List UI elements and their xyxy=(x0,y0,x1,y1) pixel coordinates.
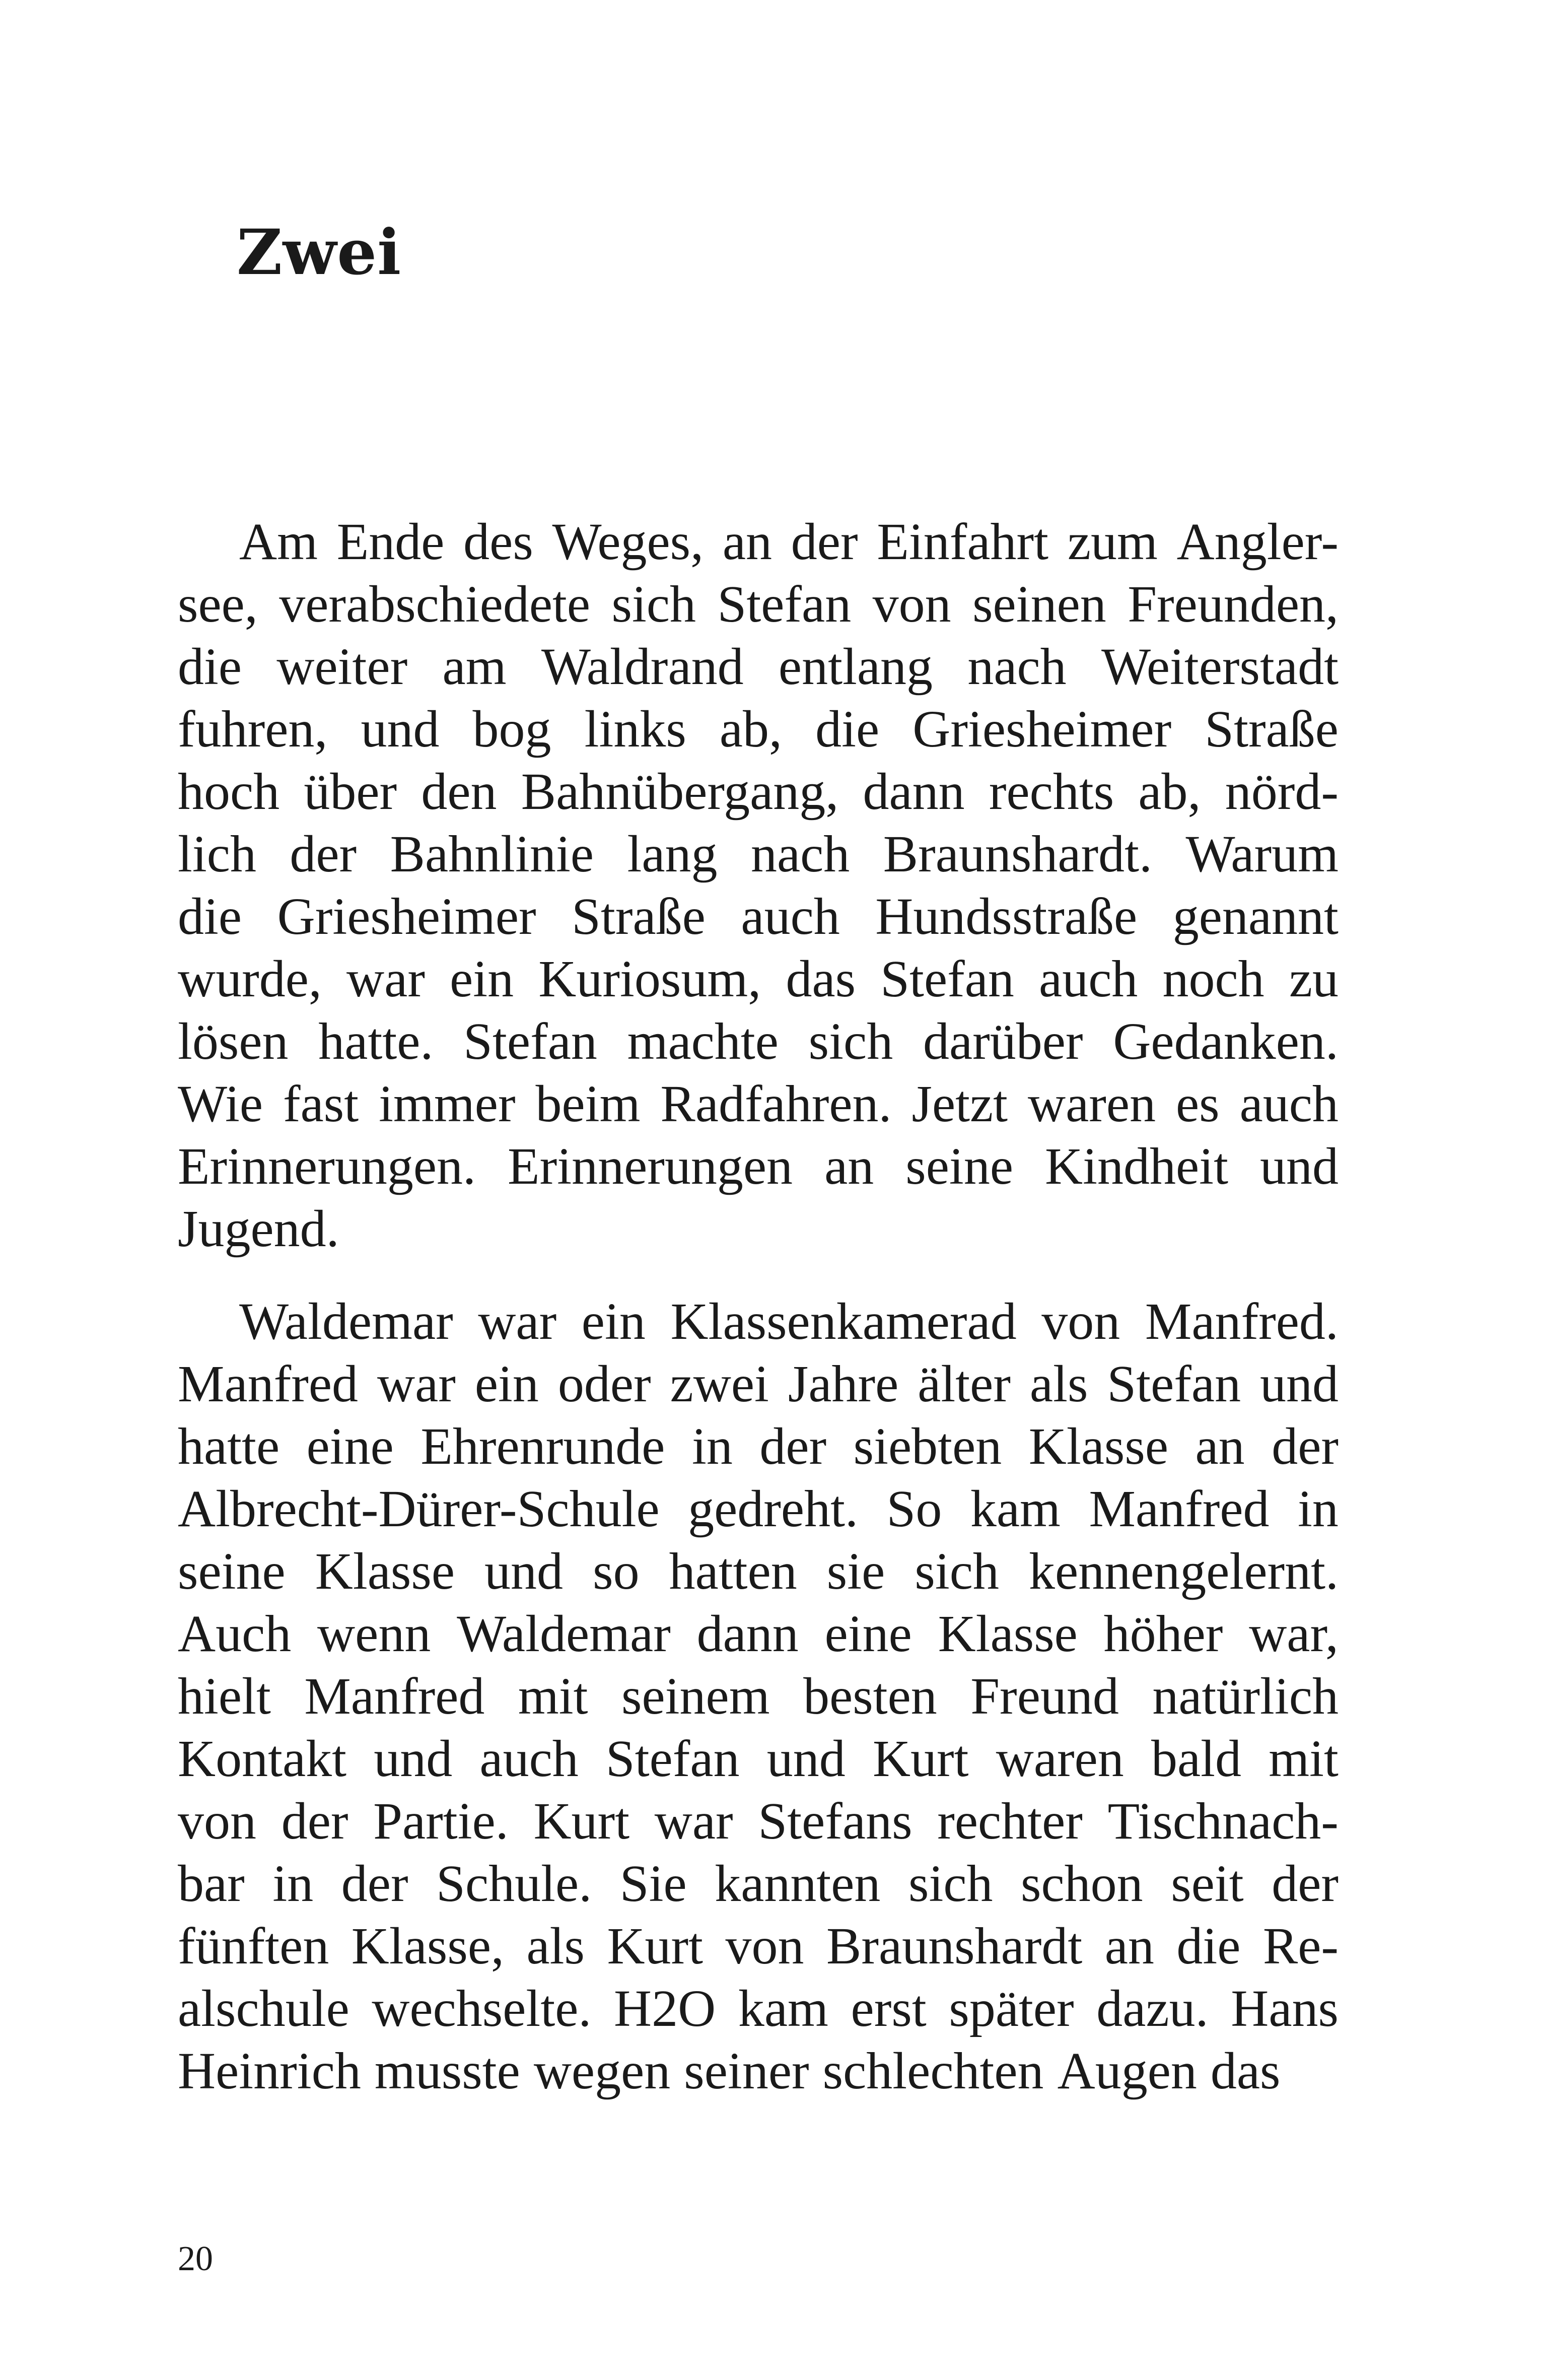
word: die xyxy=(1176,1917,1241,1975)
word: bar xyxy=(178,1855,245,1913)
word: als xyxy=(1029,1355,1088,1413)
word: hielt xyxy=(178,1667,271,1725)
word: es xyxy=(1176,1075,1220,1133)
word: höher xyxy=(1103,1605,1223,1663)
paragraph-gap xyxy=(178,1260,1339,1290)
word: Re- xyxy=(1262,1917,1339,1975)
paragraph xyxy=(178,1290,1339,2102)
word: zum xyxy=(1067,513,1158,571)
word: zu xyxy=(1289,950,1339,1008)
word: fuhren, xyxy=(178,700,328,758)
word: an xyxy=(722,513,772,571)
word: Erinnerungen xyxy=(508,1137,793,1195)
word: seine xyxy=(178,1542,286,1600)
word: Griesheimer xyxy=(277,888,536,945)
word: noch xyxy=(1162,950,1264,1008)
word: waren xyxy=(1028,1075,1156,1133)
word: an xyxy=(1104,1917,1154,1975)
word: der xyxy=(759,1417,827,1475)
word: Augen xyxy=(1057,2042,1197,2100)
word: der xyxy=(290,825,357,883)
word: wechselte. xyxy=(372,1980,592,2037)
word: der xyxy=(281,1792,348,1850)
text-line xyxy=(178,1728,1339,1790)
word: ab, xyxy=(1138,763,1201,821)
word: Am xyxy=(239,513,318,571)
word: alschule xyxy=(178,1980,349,2037)
word: sie xyxy=(826,1542,885,1600)
word: älter xyxy=(918,1355,1011,1413)
word: der xyxy=(341,1855,408,1913)
word: ab, xyxy=(719,700,783,758)
word: Klasse, xyxy=(351,1917,505,1975)
word: die xyxy=(815,700,880,758)
word: auch xyxy=(479,1730,579,1788)
word: Partie. xyxy=(373,1792,509,1850)
word: Stefan xyxy=(1107,1355,1241,1413)
word: Klassenkamerad xyxy=(670,1293,1017,1350)
chapter-title: Zwei xyxy=(237,216,402,289)
word: Jugend. xyxy=(178,1200,339,1258)
word: ein xyxy=(450,950,514,1008)
word: Kurt xyxy=(533,1792,630,1850)
word: mit xyxy=(518,1667,588,1725)
word: an xyxy=(824,1137,874,1195)
word: Ehrenrunde xyxy=(420,1417,665,1475)
word: Manfred xyxy=(1089,1480,1270,1538)
word: Klasse xyxy=(315,1542,455,1600)
word: Kuriosum, xyxy=(538,950,761,1008)
word: Weges, xyxy=(552,513,704,571)
word: lang xyxy=(627,825,718,883)
word: Griesheimer xyxy=(912,700,1172,758)
text-line xyxy=(178,1915,1339,1978)
word: der xyxy=(791,513,858,571)
word: lösen xyxy=(178,1012,289,1070)
word: hatte. xyxy=(318,1012,434,1070)
text-line xyxy=(178,1790,1339,1853)
word: Ende xyxy=(336,513,445,571)
text-line xyxy=(178,1415,1339,1478)
word: später xyxy=(949,1980,1074,2037)
word: seit xyxy=(1171,1855,1244,1913)
word: des xyxy=(463,513,533,571)
word: schon xyxy=(1021,1855,1143,1913)
word: Einfahrt xyxy=(877,513,1049,571)
word: gedreht. xyxy=(688,1480,858,1538)
word: in xyxy=(691,1417,733,1475)
word: Bahnübergang, xyxy=(521,763,839,821)
word: und xyxy=(1260,1355,1339,1413)
word: Freunden, xyxy=(1128,575,1339,633)
word: wenn xyxy=(317,1605,431,1663)
text-line xyxy=(178,1478,1339,1540)
word: war xyxy=(654,1792,733,1850)
text-line xyxy=(178,1135,1339,1198)
word: Albrecht-Dürer-Schule xyxy=(178,1480,660,1538)
word: sich xyxy=(908,1855,993,1913)
word: als xyxy=(526,1917,585,1975)
word: das xyxy=(1210,2042,1281,2100)
text-line xyxy=(178,1198,1339,1260)
word: Schule. xyxy=(436,1855,592,1913)
word: Jetzt xyxy=(911,1075,1008,1133)
word: war, xyxy=(1249,1605,1339,1663)
word: so xyxy=(593,1542,640,1600)
word: nach xyxy=(750,825,850,883)
word: am xyxy=(442,638,507,696)
word: von xyxy=(1041,1293,1120,1350)
word: beim xyxy=(535,1075,641,1133)
word: Wie xyxy=(178,1075,263,1133)
word: kam xyxy=(970,1480,1061,1538)
word: kam xyxy=(738,1980,828,2037)
word: Weiterstadt xyxy=(1101,638,1339,696)
text-line xyxy=(178,1978,1339,2040)
word: Kindheit xyxy=(1045,1137,1228,1195)
word: darüber xyxy=(923,1012,1083,1070)
word: der xyxy=(1272,1855,1339,1913)
word: Manfred xyxy=(178,1355,359,1413)
word: Klasse xyxy=(1028,1417,1169,1475)
word: die xyxy=(178,638,242,696)
word: Erinnerungen. xyxy=(178,1137,476,1195)
word: sich xyxy=(915,1542,999,1600)
word: auch xyxy=(1239,1075,1339,1133)
word: an xyxy=(1195,1417,1245,1475)
word: dann xyxy=(696,1605,799,1663)
word: Manfred xyxy=(304,1667,485,1725)
word: links xyxy=(584,700,686,758)
word: Manfred. xyxy=(1145,1293,1339,1350)
word: erst xyxy=(851,1980,927,2037)
word: das xyxy=(786,950,856,1008)
word: Hans xyxy=(1231,1980,1339,2037)
word: Heinrich xyxy=(178,2042,361,2100)
word: fünften xyxy=(178,1917,329,1975)
word: immer xyxy=(379,1075,516,1133)
word: Waldrand xyxy=(541,638,744,696)
word: Auch xyxy=(178,1605,292,1663)
word: entlang xyxy=(778,638,933,696)
word: Angler- xyxy=(1176,513,1339,571)
word: Gedanken. xyxy=(1113,1012,1339,1070)
word: Stefan xyxy=(880,950,1014,1008)
word: Bahnlinie xyxy=(390,825,594,883)
word: schlechten xyxy=(822,2042,1044,2100)
word: über xyxy=(304,763,397,821)
word: nach xyxy=(967,638,1067,696)
word: Kontakt xyxy=(178,1730,347,1788)
word: natürlich xyxy=(1152,1667,1339,1725)
word: sich xyxy=(611,575,696,633)
word: war xyxy=(377,1355,456,1413)
word: rechter xyxy=(937,1792,1083,1850)
word: und xyxy=(374,1730,453,1788)
word: ein xyxy=(474,1355,539,1413)
word: seine xyxy=(905,1137,1013,1195)
word: besten xyxy=(803,1667,937,1725)
word: Hundsstraße xyxy=(875,888,1138,945)
word: eine xyxy=(824,1605,912,1663)
word: bald xyxy=(1151,1730,1242,1788)
word: machte xyxy=(627,1012,779,1070)
word: zwei xyxy=(670,1355,769,1413)
text-line xyxy=(178,511,1339,573)
word: dazu. xyxy=(1096,1980,1209,2037)
word: war xyxy=(346,950,425,1008)
word: lich xyxy=(178,825,256,883)
text-line xyxy=(178,823,1339,886)
word: in xyxy=(1298,1480,1339,1538)
word: Sie xyxy=(619,1855,687,1913)
word: siebten xyxy=(853,1417,1002,1475)
text-line xyxy=(178,636,1339,698)
word: see, xyxy=(178,575,258,633)
word: oder xyxy=(557,1355,651,1413)
word: kennengelernt. xyxy=(1028,1542,1339,1600)
word: So xyxy=(886,1480,942,1538)
word: Kurt xyxy=(872,1730,969,1788)
text-line xyxy=(178,1853,1339,1915)
word: Waldemar xyxy=(457,1605,671,1663)
word: hatten xyxy=(669,1542,797,1600)
word: und xyxy=(361,700,440,758)
text-line xyxy=(178,1010,1339,1073)
text-line xyxy=(178,1603,1339,1665)
word: eine xyxy=(306,1417,394,1475)
word: H2O xyxy=(614,1980,716,2037)
word: auch xyxy=(741,888,840,945)
text-line xyxy=(178,1073,1339,1135)
word: bog xyxy=(472,700,551,758)
word: Freund xyxy=(970,1667,1119,1725)
word: seinen xyxy=(972,575,1106,633)
text-line xyxy=(178,1665,1339,1728)
word: Braunshardt. xyxy=(883,825,1153,883)
word: nörd- xyxy=(1225,763,1339,821)
text-line xyxy=(178,886,1339,948)
word: Straße xyxy=(572,888,706,945)
text-line xyxy=(178,698,1339,761)
text-line xyxy=(178,2040,1339,2102)
word: Jahre xyxy=(788,1355,899,1413)
word: ein xyxy=(581,1293,646,1350)
word: Warum xyxy=(1185,825,1339,883)
word: Waldemar xyxy=(239,1293,453,1350)
word: Stefan xyxy=(605,1730,740,1788)
word: Kurt xyxy=(607,1917,704,1975)
word: verabschiedete xyxy=(279,575,591,633)
word: Radfahren. xyxy=(660,1075,892,1133)
page-number: 20 xyxy=(178,2239,213,2278)
word: von xyxy=(872,575,951,633)
word: seinem xyxy=(621,1667,770,1725)
word: Straße xyxy=(1205,700,1339,758)
paragraph xyxy=(178,511,1339,1260)
body-text xyxy=(178,511,1339,2102)
word: und xyxy=(1260,1137,1339,1195)
word: seiner xyxy=(684,2042,809,2100)
text-line xyxy=(178,1353,1339,1415)
word: den xyxy=(421,763,497,821)
word: hatte xyxy=(178,1417,280,1475)
text-line xyxy=(178,573,1339,636)
word: Stefan xyxy=(463,1012,597,1070)
word: hoch xyxy=(178,763,280,821)
text-line xyxy=(178,1540,1339,1603)
word: die xyxy=(178,888,242,945)
word: in xyxy=(272,1855,314,1913)
word: wegen xyxy=(533,2042,671,2100)
word: mit xyxy=(1269,1730,1339,1788)
word: Klasse xyxy=(938,1605,1078,1663)
text-line xyxy=(178,1290,1339,1353)
word: Stefans xyxy=(758,1792,912,1850)
text-line xyxy=(178,948,1339,1010)
word: rechts xyxy=(989,763,1114,821)
word: genannt xyxy=(1172,888,1339,945)
word: kannten xyxy=(715,1855,881,1913)
word: von xyxy=(725,1917,804,1975)
word: von xyxy=(178,1792,256,1850)
word: der xyxy=(1272,1417,1339,1475)
word: sich xyxy=(808,1012,893,1070)
word: dann xyxy=(863,763,965,821)
word: Tischnach- xyxy=(1107,1792,1339,1850)
word: fast xyxy=(283,1075,359,1133)
text-line xyxy=(178,761,1339,823)
word: und xyxy=(766,1730,846,1788)
word: waren xyxy=(996,1730,1124,1788)
word: weiter xyxy=(276,638,408,696)
word: und xyxy=(484,1542,564,1600)
word: war xyxy=(478,1293,557,1350)
word: Stefan xyxy=(717,575,852,633)
word: Braunshardt xyxy=(826,1917,1083,1975)
word: wurde, xyxy=(178,950,322,1008)
word: musste xyxy=(374,2042,520,2100)
word: auch xyxy=(1039,950,1138,1008)
